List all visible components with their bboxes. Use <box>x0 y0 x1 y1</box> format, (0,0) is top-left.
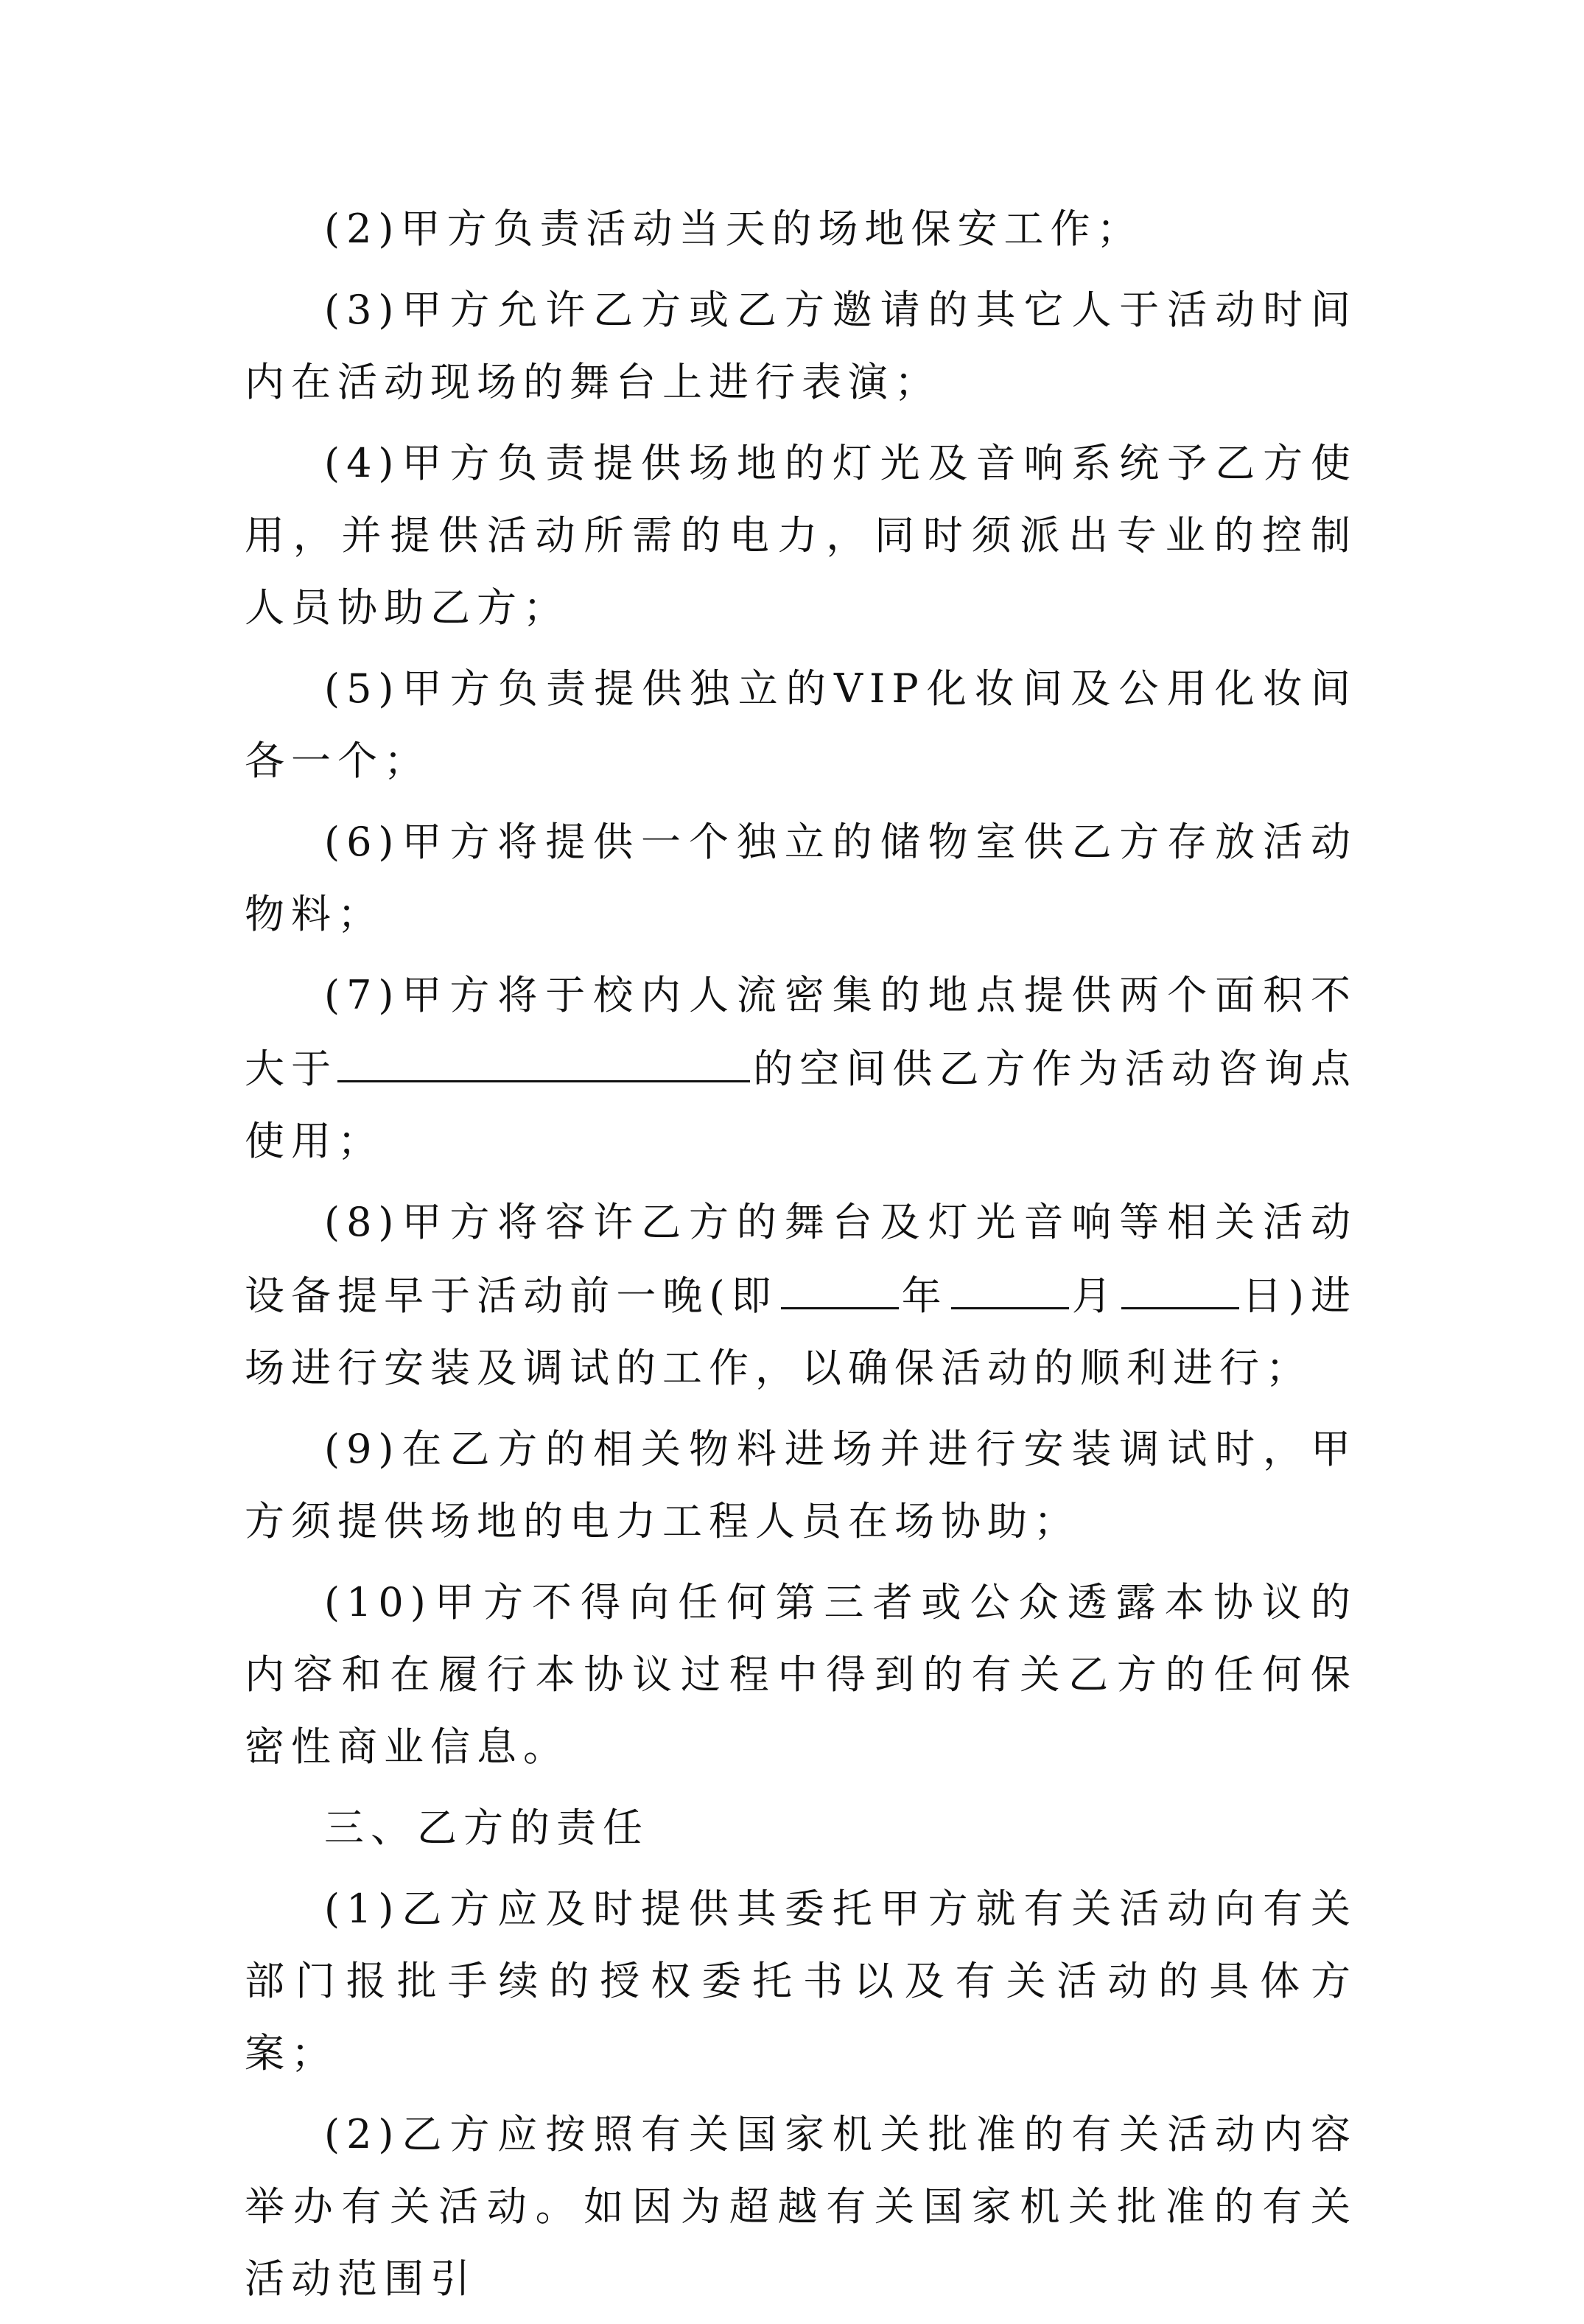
area-blank-line <box>337 1032 750 1082</box>
clause-8-text-end: 日)进场进行安装及调试的工作，以确保活动的顺利进行； <box>245 1273 1357 1391</box>
clause-4-lighting-sound: (4)甲方负责提供场地的灯光及音响系统予乙方使用，并提供活动所需的电力，同时须派出专业的控制人员协助乙方； <box>245 440 1357 631</box>
section-heading-party-b: 三、乙方的责任 <box>324 1805 649 1851</box>
clause-8-early-setup <box>245 1186 1357 1404</box>
day-blank-line <box>1121 1259 1239 1309</box>
clause-5-dressing-rooms: (5)甲方负责提供独立的VIP化妆间及公用化妆间各一个； <box>245 665 1357 784</box>
year-label: 年 <box>901 1273 948 1319</box>
clause-2-site-security: (2)甲方负责活动当天的场地保安工作； <box>324 206 1143 252</box>
clause-6-storage-room: (6)甲方将提供一个独立的储物室供乙方存放活动物料； <box>245 819 1357 937</box>
clause-7-text-end: 的空间供乙方作为活动咨询点使用； <box>245 1046 1358 1164</box>
month-blank-line <box>951 1259 1069 1309</box>
clause-10-confidentiality: (10)甲方不得向任何第三者或公众透露本协议的内容和在履行本协议过程中得到的有关乙方的任何保密性商业信息。 <box>245 1579 1357 1770</box>
clause-7-info-point <box>245 959 1357 1177</box>
month-label: 月 <box>1071 1273 1118 1319</box>
document-body <box>245 193 1357 2324</box>
clause-3-stage-performance: (3)甲方允许乙方或乙方邀请的其它人于活动时间内在活动现场的舞台上进行表演； <box>245 287 1357 405</box>
party-b-clause-2: (2)乙方应按照有关国家机关批准的有关活动内容举办有关活动。如因为超越有关国家机关批准的有关活动范围引 <box>245 2111 1357 2302</box>
clause-8-text-start: (8)甲方将容许乙方的舞台及灯光音响等相关活动设备提早于活动前一晚(即 <box>245 1199 1357 1319</box>
clause-7-text-start: (7)甲方将于校内人流密集的地点提供两个面积不大于 <box>245 972 1357 1092</box>
year-blank-line <box>781 1259 899 1309</box>
clause-9-electrical-staff: (9)在乙方的相关物料进场并进行安装调试时，甲方须提供场地的电力工程人员在场协助； <box>245 1426 1357 1544</box>
party-b-clause-1: (1)乙方应及时提供其委托甲方就有关活动向有关部门报批手续的授权委托书以及有关活动的具体方案； <box>245 1886 1357 2076</box>
